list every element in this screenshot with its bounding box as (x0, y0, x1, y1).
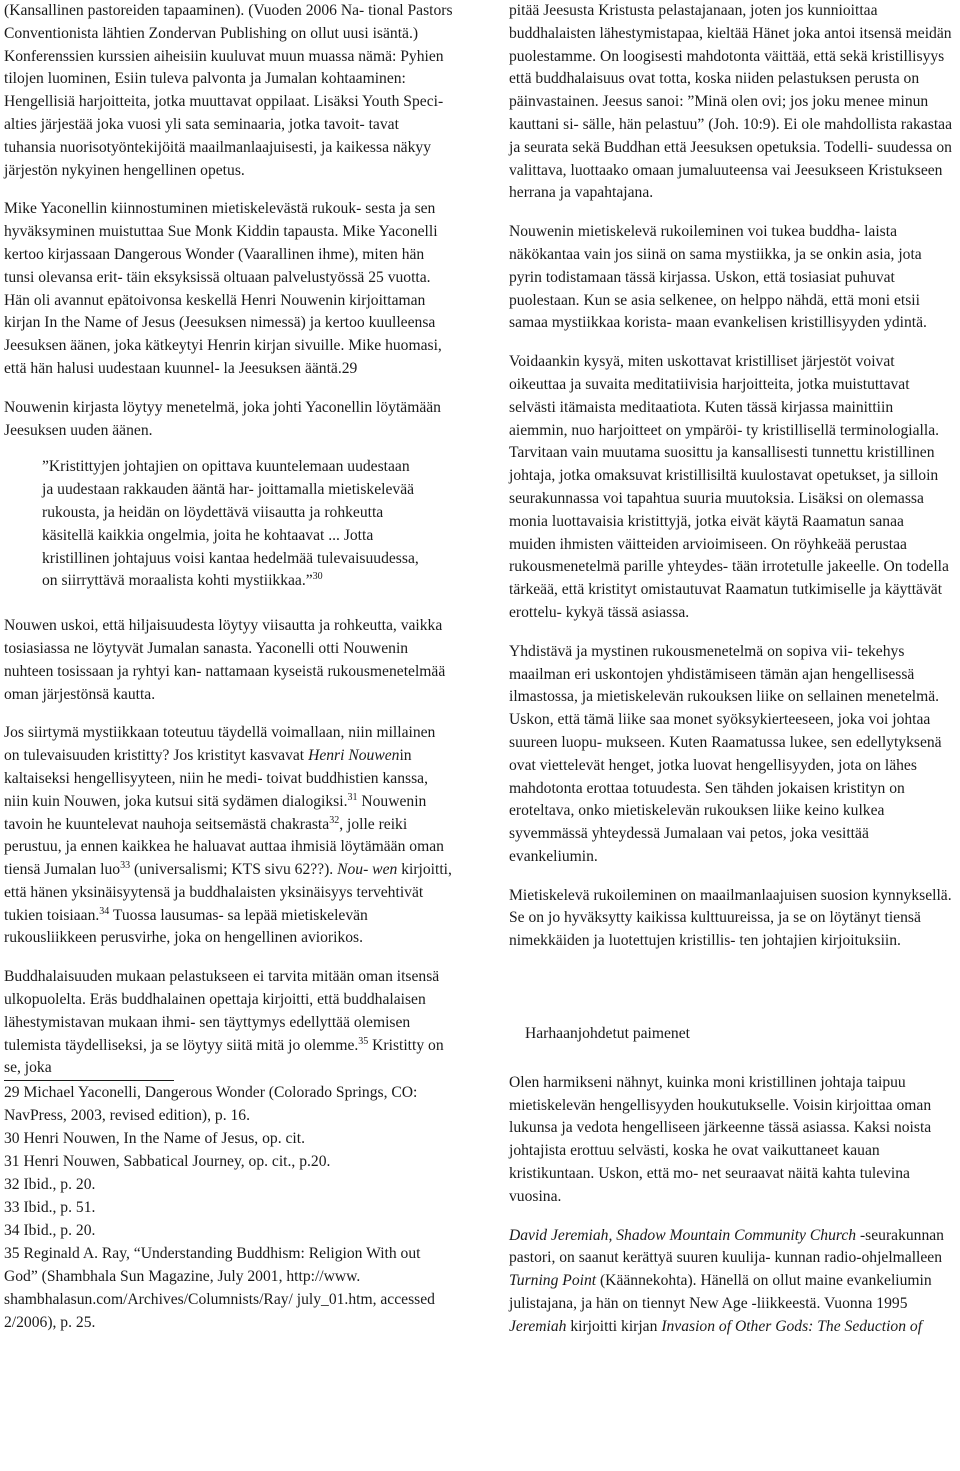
footnote-ref: 33 (120, 860, 131, 872)
footnote: 29 Michael Yaconelli, Dangerous Wonder (Colorado Springs, CO: NavPress, 2003, revised edition), p. 16. (4, 1084, 418, 1125)
paragraph (509, 1225, 954, 1339)
footnote-ref: 34 (99, 905, 110, 917)
text: Tuossa lausumas- sa lepää mietiskelevän rukousliikkeen perusvirhe, joka on hengellinen aviorikos. (4, 906, 368, 947)
section-heading: Harhaanjohdetut paimenet (525, 1025, 690, 1043)
footnote: 32 Ibid., p. 20. (4, 1176, 96, 1194)
text: Jos siirtymä mystiikkaan toteutuu täydellä voimallaan, niin millainen on tulevaisuuden kristitty? Jos kristityt kasvavat (4, 724, 436, 765)
paragraph: pitää Jeesusta Kristusta pelastajanaan, joten jos kunnioittaa buddhalaisten lähestymistapaa, kieltää Hänet joka antoi itsensä meidän puolestamme. On loogisesti mahdotonta väittää, että sekä kristillisyys että buddhalaisuus ovat totta, koska niiden pelastuksen perusta on päinvastainen. Jeesus sanoi: ”Minä olen ovi; jos joku menee minun kauttani si- sälle, hän pelastuu” (Joh. 10:9). Ei ole mahdollista rakastaa ja seurata sekä Buddhan että Jeesuksen opetuksia. Todelli- suudessa on valittava, luottaako omaan jumaluuteensa vai Jeesukseen Kristukseen herrana ja vapahtajana. (509, 2, 952, 202)
paragraph: Nouwenin mietiskelevä rukoileminen voi tukea buddha- laista näkökantaa vain jos siinä on sama mystiikka, ja se onkin asia, jota pyrin todistamaan tässä kirjassa. Uskon, että tosiasiat puhuvat puolestaan. Kun se asia selkenee, on helppo nähdä, että moni etsii samaa mystiikkaa korista- maan evankelisen kristillisyyden ydintä. (509, 223, 927, 332)
right-column (509, 0, 954, 1339)
paragraph: Olen harmikseni nähnyt, kuinka moni kristillinen johtaja taipuu mietiskelevän hengellisyyden houkutukselle. Voisin kirjoittaa oman lukunsa ja vedota hengelliseen järkeenne tässä asiassa. Kaksi noista johtajista erottuu selvästi, koska he ovat vaikuttaneet kauan kristikuntaan. Uskon, että mo- net seuraavat näitä kahta tulevina vuosina. (509, 1073, 932, 1205)
text: -seurakunnan pastori, on saanut kerättyä suuren kuulija- kunnan radio-ohjelmalleen (509, 1226, 944, 1267)
paragraph: Nouwen uskoi, että hiljaisuudesta löytyy viisautta ja rohkeutta, vaikka tosiasiassa ne löytyvät Jumalan sanasta. Yaconelli otti Nouwenin nuhteen tosissaan ja ryhtyi kan- nattamaan kyseistä rukousmenetelmää oman järjestönsä kautta. (4, 617, 446, 703)
left-column (4, 0, 454, 1334)
paragraph (4, 966, 454, 1080)
italic-text: Invasion of Other Gods: The Seduction of (661, 1317, 923, 1335)
footnote: 35 Reginald A. Ray, “Understanding Buddhism: Religion With out God” (Shambhala Sun Magazine, July 2001, http://www. shambhalasun.com/Archives/Columnists/Ray/ july_01.htm, accessed 2/2006), p. 25. (4, 1245, 435, 1332)
quote-text: ”Kristittyjen johtajien on opittava kuuntelemaan uudestaan ja uudestaan rakkauden ääntä har- joittamalla mietiskelevää rukousta, ja heidän on löydettävä viisautta ja rohkeutta käsitellä kaikkia ongelmia, joita he kohtaavat ... Jotta kristillinen johtajuus voisi kantaa hedelmää tulevaisuudessa, on siirryttävä moraalista kohti mystiikkaa.” (42, 458, 419, 590)
text: (universalismi; KTS sivu 62??). (130, 861, 334, 879)
italic-text: David Jeremiah, Shadow Mountain Community Church (509, 1226, 857, 1244)
paragraph: Voidaankin kysyä, miten uskottavat kristilliset järjestöt voivat oikeuttaa ja suvaita meditatiivisia harjoitteita, jotka muistuttavat selvästi itämaista meditaatiota. Kuten tässä kirjassa mainittiin aiemmin, nuo harjoitteet on ympäröi- ty kristillisellä terminologialla. Tarvitaan vain muutama suosittu ja kansallisesti tunnettu kristillinen johtaja, jotka omaksuvat kristillisiltä kuulostavat opetukset, ja silloin seurakunnassa voi tapahtua suuria muutoksia. Lisäksi on olemassa monia luottavaisia kristittyjä, jotka eivät käytä Raamatun sanaa muiden ihmisten väitteiden arvioimiseen. On röyhkeää perustaa rukousmenetelmä parille yhteydes- tään irrotetulle jakeelle. On todella tärkeää, että kristityt omistautuvat Raamatun tutkimiselle ja käyttävät erottelu- kykyä tässä asiassa. (509, 353, 949, 621)
text: , jolle reiki perustuu, ja ennen kaikkea he haluavat auttaa ihmisiä löytämään oman tiensä Jumalan luo (4, 815, 444, 879)
paragraph: Nouwenin kirjasta löytyy menetelmä, joka johti Yaconellin löytämään Jeesuksen uuden äänen. (4, 398, 441, 439)
text: (Käännekohta). Hänellä on ollut maine evankeliumin julistajana, ja hän on tiennyt New Age -liikkeestä. Vuonna 1995 (509, 1272, 932, 1313)
footnote-ref: 32 (329, 814, 340, 826)
text: Buddhalaisuuden mukaan pelastukseen ei tarvita mitään oman itsensä ulkopuolelta. Eräs buddhalainen opettaja kirjoitti, että buddhalaisen lähestymistavan mukaan ihmi- sen täyttymys edellyttää olemisen tulemista täydelliseksi, ja se löytyy siitä mitä jo olemme. (4, 968, 440, 1054)
italic-text: Turning Point (509, 1272, 597, 1290)
text: in kaltaiseksi hengellisyyteen, niin he medi- toivat buddhistien kanssa, niin kuin Nouwen, joka kutsui sitä sydämen dialogiksi. (4, 747, 428, 810)
paragraph (4, 722, 454, 950)
footnote-ref: 31 (347, 791, 358, 803)
paragraph: (Kansallinen pastoreiden tapaaminen). (Vuoden 2006 Na- tional Pastors Conventionista lähtien Zondervan Publishing on ollut uusi isäntä.) Konferenssien kurssien aiheisiin kuuluvat muun muassa nämä: Pyhien tilojen luominen, Esiin tuleva palvonta ja Jumalan kohtaaminen: Hengellisiä harjoitteita, jotka muuttavat oppilaat. Lisäksi Youth Speci- alties järjestää joka vuosi yli sata seminaaria, jotka tavoit- tavat tuhansia nuorisotyöntekijöitä maailmanlaajuisesti, ja kaikessa näkyy järjestön nykyinen hengellinen opetus. (4, 2, 453, 179)
footnote: 34 Ibid., p. 20. (4, 1222, 96, 1240)
block-quote (42, 456, 422, 593)
paragraph: Mike Yaconellin kiinnostuminen mietiskelevästä rukouk- sesta ja sen hyväksyminen muistuttaa Sue Monk Kiddin tapausta. Mike Yaconelli kertoo kirjassaan Dangerous Wonder (Vaarallinen ihme), miten hän tunsi olevansa erit- täin eksyksissä oltuaan palvelustyössä 25 vuotta. Hän oli avannut epätoivonsa keskellä Henri Nouwenin kirjoittaman kirjan In the Name of Jesus (Jeesuksen nimessä) ja kertoo kuulleensa Jeesuksen äänen, joka kätkeytyi Henrin kirjan sivuille. Mike huomasi, että hän halusi uudestaan kuunnel- la Jeesuksen ääntä.29 (4, 200, 442, 377)
paragraph: Yhdistävä ja mystinen rukousmenetelmä on sopiva vii- tekehys maailman eri uskontojen yhdistämiseen tämän ajan hengellisessä ilmastossa, ja mietiskelevän rukouksen liike on sellainen menetelmä. Uskon, että tämä liike saa monet syöksykierteeseen, joka voi johtaa suureen luopu- mukseen. Kuten Raamatussa lukee, sen edellytyksenä ovat viettelevät henget, jotka luovat hengellisyyden, jota on lähes mahdotonta erottaa totuudesta. Sen tähden jokaisen kristityn on eroteltava, onko mietiskelevän rukouksen liike keino kulkea syvemmässä yhteydessä Jumalaan vai petos, joka vesittää evankeliumin. (509, 642, 942, 865)
footnote: 33 Ibid., p. 51. (4, 1199, 96, 1217)
text: kirjoitti, että hänen yksinäisyytensä ja buddhalaisten yksinäisyys tervehtivät tukien toisiaan. (4, 861, 452, 924)
text: Nouwenin tavoin he kuuntelevat nauhoja seitsemästä chakrasta (4, 792, 427, 833)
italic-text: Henri Nouwen (308, 747, 400, 765)
footnote: 30 Henri Nouwen, In the Name of Jesus, op. cit. (4, 1130, 305, 1148)
italic-text: Jeremiah (509, 1317, 567, 1335)
footnote-ref: 30 (312, 571, 323, 583)
text: Kristitty on se, joka (4, 1036, 444, 1077)
paragraph: Mietiskelevä rukoileminen on maailmanlaajuisen suosion kynnyksellä. Se on jo hyväksytty kaikissa kulttuureissa, ja se on löytänyt tiensä nimekkäiden ja luotettujen kristillis- ten johtajien kirjoituksiin. (509, 886, 952, 950)
footnote-ref: 35 (358, 1035, 369, 1047)
italic-text: Nou- wen (337, 861, 398, 879)
footnote: 31 Henri Nouwen, Sabbatical Journey, op. cit., p.20. (4, 1153, 331, 1171)
text: kirjoitti kirjan (566, 1317, 658, 1335)
footnotes (4, 1081, 454, 1334)
